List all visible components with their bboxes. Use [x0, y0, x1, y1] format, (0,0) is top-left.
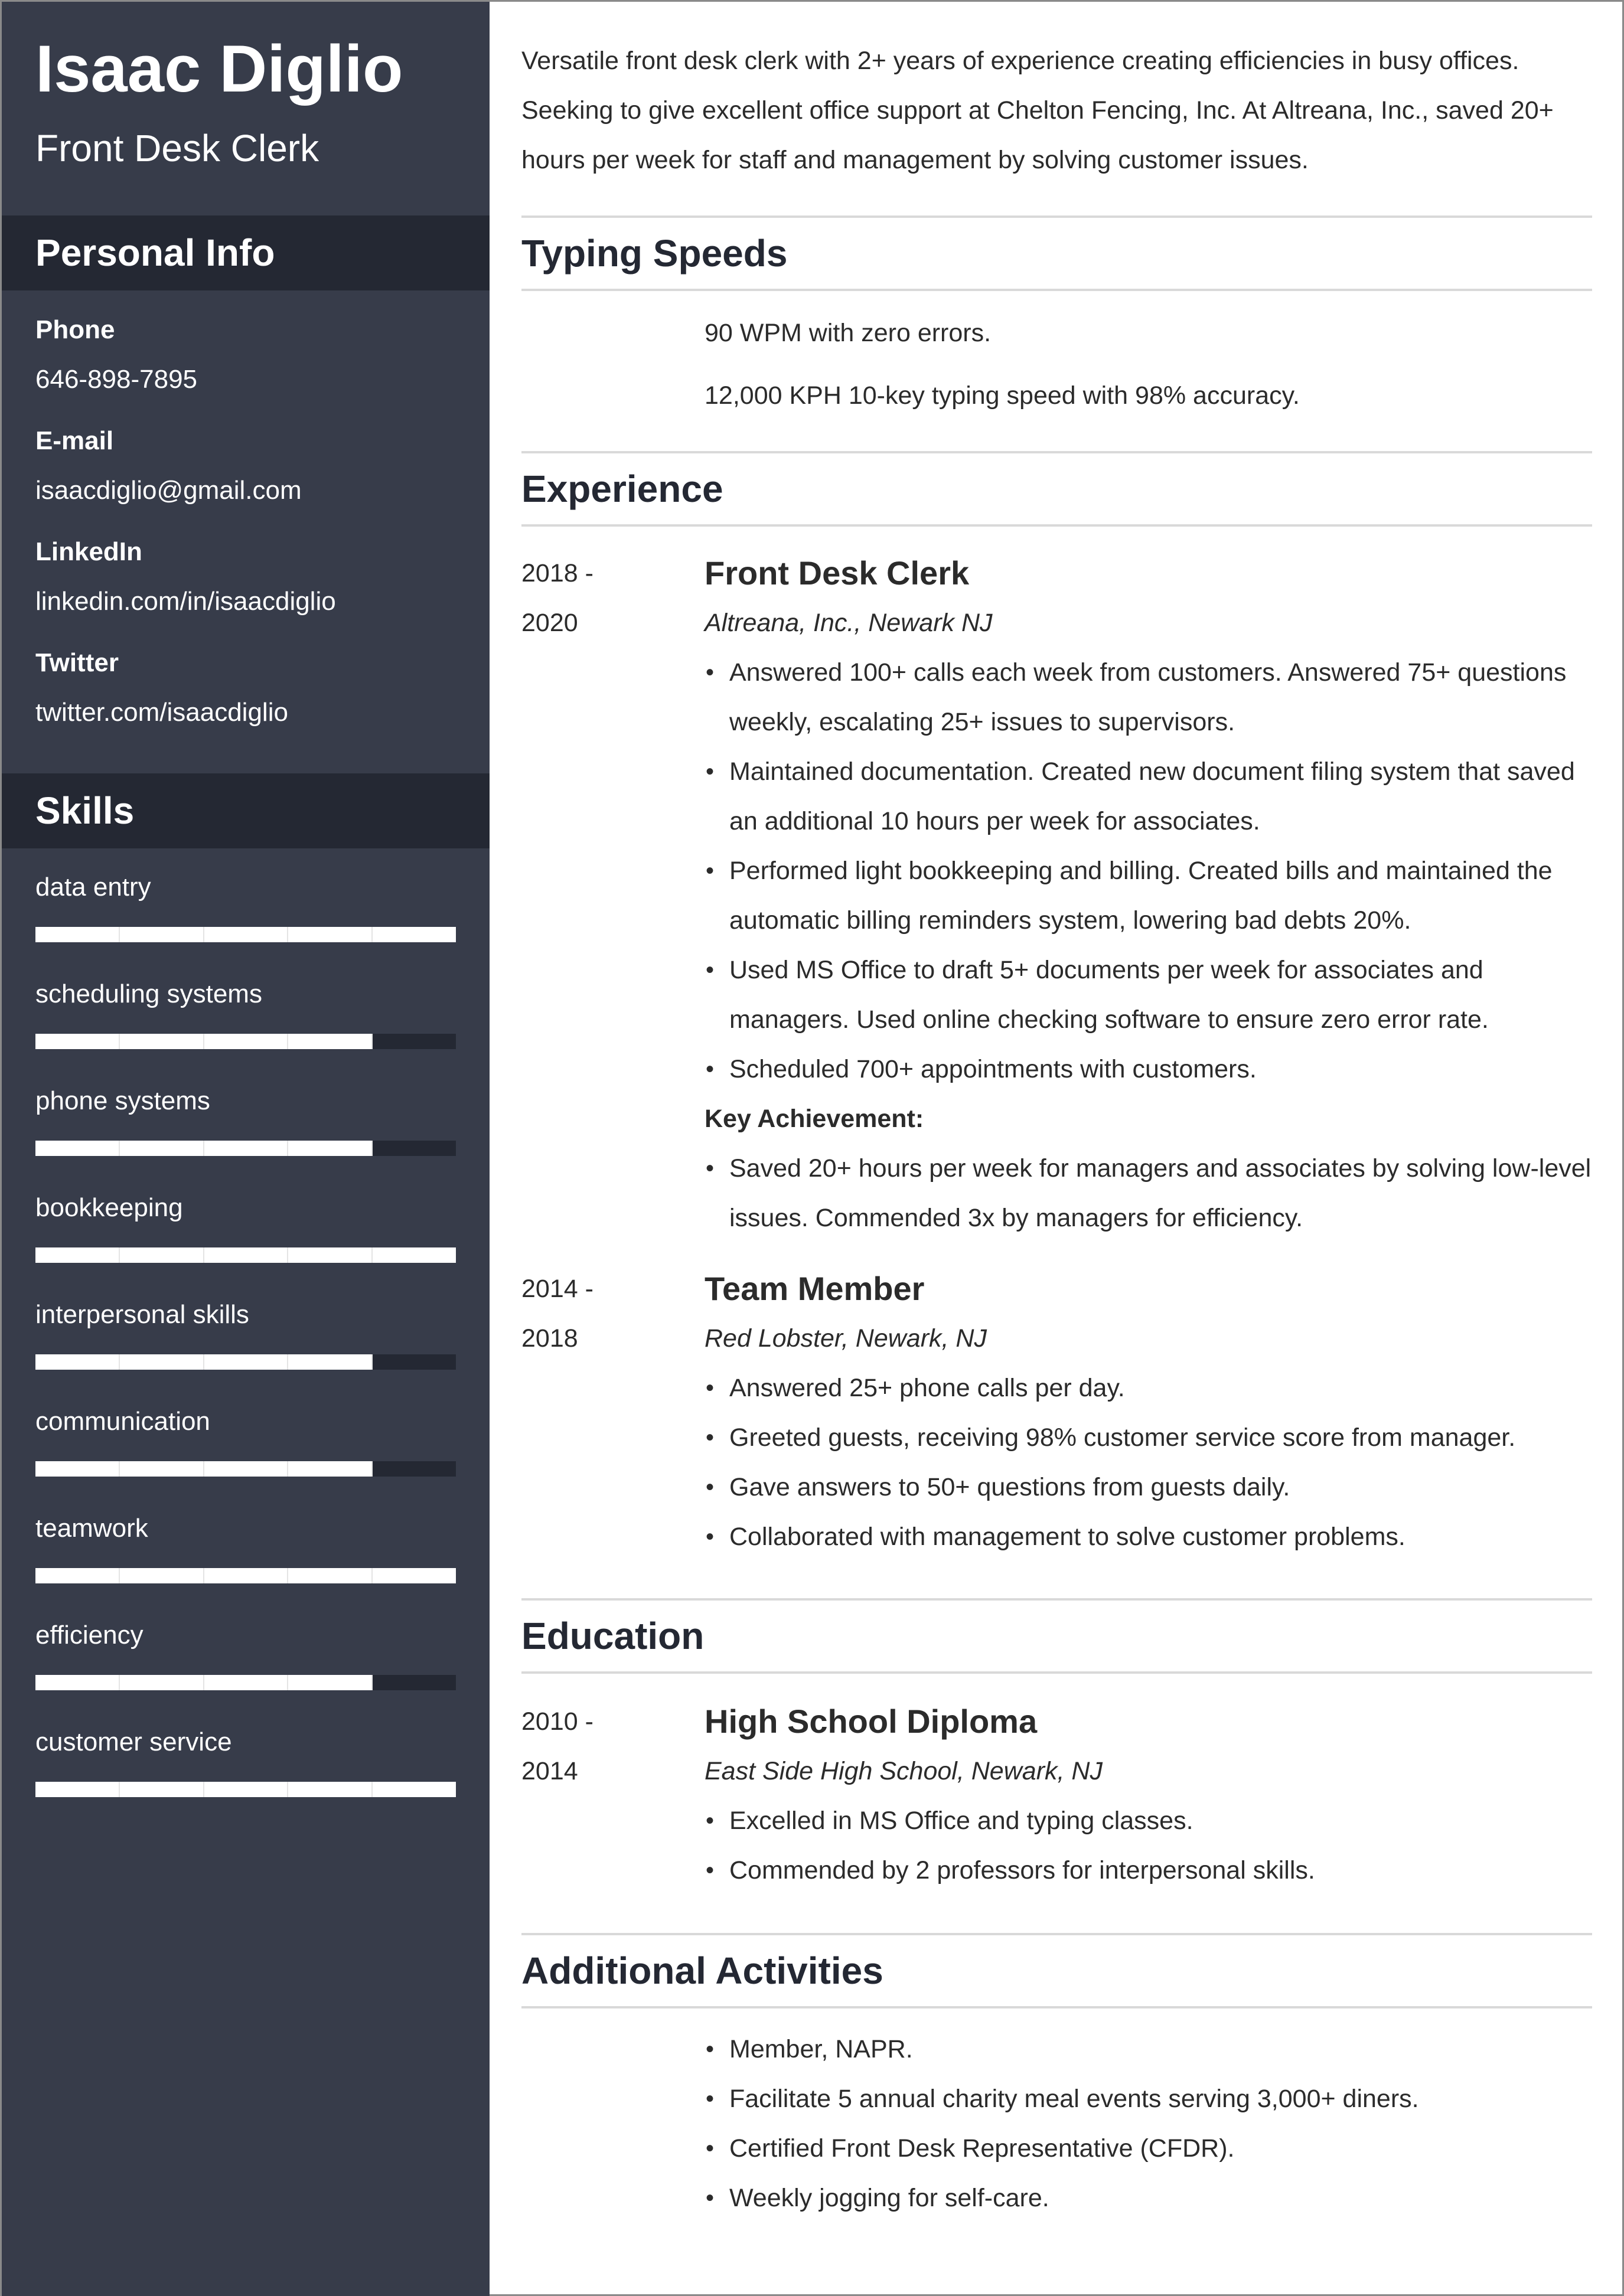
skill-rating-segment — [204, 1354, 289, 1370]
typing-speed-item: 90 WPM with zero errors. — [705, 319, 992, 347]
section-education — [521, 1598, 1592, 1674]
skill-rating-segment — [288, 1675, 373, 1690]
candidate-title: Front Desk Clerk — [35, 127, 319, 169]
skill-rating-segment — [120, 1141, 204, 1156]
skill-rating-segment — [373, 1461, 456, 1477]
skill-rating-segment — [288, 927, 373, 942]
skill-rating-segment — [288, 1782, 373, 1797]
section-heading: Education — [521, 1615, 705, 1657]
job-title: Team Member — [705, 1270, 925, 1307]
skill-rating-segment — [204, 1247, 289, 1263]
linkedin-link[interactable]: linkedin.com/in/isaacdiglio — [35, 587, 336, 616]
skill-rating-segment — [204, 1568, 289, 1583]
date-end: 2020 — [521, 609, 578, 637]
date-range — [521, 1697, 675, 1796]
skill-rating-segment — [120, 1354, 204, 1370]
skill-rating-bar — [35, 1461, 456, 1477]
skill-rating-segment — [204, 1461, 289, 1477]
candidate-name: Isaac Diglio — [35, 32, 403, 106]
bullet-item: • Excelled in MS Office and typing classes. — [705, 1796, 1592, 1846]
skill-label: communication — [35, 1407, 210, 1436]
skill-item — [35, 1079, 456, 1185]
skill-rating-segment — [35, 1141, 120, 1156]
activity-bullets — [705, 2024, 1592, 2223]
date-end: 2018 — [521, 1324, 578, 1353]
personal-info-heading: Personal Info — [35, 231, 275, 274]
bullet-item: • Greeted guests, receiving 98% customer service score from manager. — [705, 1413, 1592, 1462]
experience-details — [705, 548, 1592, 1243]
experience-details — [705, 1264, 1592, 1562]
contact-label: Twitter — [35, 648, 119, 677]
bullet-item: • Performed light bookkeeping and billing. Created bills and maintained the automatic billing reminders system, lowering bad debts 20%. — [705, 846, 1592, 945]
bullet-item: • Maintained documentation. Created new document filing system that saved an additional 10 hours per week for associates. — [705, 747, 1592, 846]
skill-rating-segment — [35, 1354, 120, 1370]
typing-speeds-list — [705, 302, 1592, 427]
section-heading: Experience — [521, 468, 723, 510]
degree-title: High School Diploma — [705, 1703, 1038, 1740]
bullet-item: • Certified Front Desk Representative (CFDR). — [705, 2124, 1592, 2173]
sidebar — [2, 2, 490, 2296]
email-value[interactable]: isaacdiglio@gmail.com — [35, 476, 302, 505]
contact-label: Phone — [35, 315, 115, 344]
key-achievement-label: Key Achievement: — [705, 1105, 924, 1133]
bullet-item: • Saved 20+ hours per week for managers and associates by solving low-level issues. Commended 3x by managers for efficiency. — [705, 1144, 1592, 1243]
contact-label: E-mail — [35, 426, 114, 455]
skills-header — [2, 773, 490, 848]
activities-list — [705, 2024, 1592, 2223]
job-bullets — [705, 1363, 1592, 1562]
profile-summary: Versatile front desk clerk with 2+ years of experience creating efficiencies in busy offices. Seeking to give excellent office support at Chelton Fencing, Inc. At Altreana, Inc., saved 20+ hours per week for staff and management by solving customer issues. — [521, 47, 1554, 174]
bullet-item: • Commended by 2 professors for interpersonal skills. — [705, 1846, 1592, 1895]
skill-rating-segment — [204, 1675, 289, 1690]
bullet-item: • Collaborated with management to solve customer problems. — [705, 1512, 1592, 1562]
skill-rating-bar — [35, 1247, 456, 1263]
skill-rating-segment — [35, 927, 120, 942]
school-name: East Side High School, Newark, NJ — [705, 1757, 1103, 1785]
date-range — [521, 1264, 675, 1363]
bullet-item: • Answered 100+ calls each week from customers. Answered 75+ questions weekly, escalating 25+ issues to supervisors. — [705, 648, 1592, 747]
skill-rating-segment — [204, 1141, 289, 1156]
skill-rating-segment — [204, 1782, 289, 1797]
skill-rating-segment — [373, 927, 456, 942]
contact-phone — [35, 305, 472, 404]
skill-rating-segment — [288, 1568, 373, 1583]
twitter-link[interactable]: twitter.com/isaacdiglio — [35, 698, 288, 727]
skill-item — [35, 1185, 456, 1292]
skill-rating-bar — [35, 1568, 456, 1583]
date-start: 2014 - — [521, 1275, 593, 1303]
skill-rating-segment — [35, 1461, 120, 1477]
skill-rating-segment — [120, 1461, 204, 1477]
phone-value: 646-898-7895 — [35, 365, 198, 394]
skill-rating-segment — [120, 1247, 204, 1263]
bullet-item: • Facilitate 5 annual charity meal events serving 3,000+ diners. — [705, 2074, 1592, 2124]
skill-label: efficiency — [35, 1621, 144, 1650]
skill-item — [35, 1399, 456, 1506]
job-org: Altreana, Inc., Newark NJ — [705, 609, 993, 637]
skill-rating-segment — [373, 1675, 456, 1690]
skill-rating-bar — [35, 1034, 456, 1049]
skill-rating-bar — [35, 1354, 456, 1370]
skill-rating-segment — [120, 927, 204, 942]
skill-rating-bar — [35, 927, 456, 942]
skill-rating-segment — [204, 1034, 289, 1049]
contact-email — [35, 416, 472, 515]
skill-item — [35, 1720, 456, 1827]
skill-label: customer service — [35, 1727, 232, 1756]
bullet-item: • Weekly jogging for self-care. — [705, 2173, 1592, 2223]
bullet-item: • Gave answers to 50+ questions from guests daily. — [705, 1462, 1592, 1512]
skill-rating-segment — [35, 1568, 120, 1583]
skill-item — [35, 972, 456, 1079]
skill-rating-bar — [35, 1675, 456, 1690]
skill-rating-segment — [373, 1354, 456, 1370]
personal-info-header — [2, 215, 490, 290]
skill-rating-bar — [35, 1141, 456, 1156]
date-start: 2018 - — [521, 559, 593, 587]
bullet-item: • Member, NAPR. — [705, 2024, 1592, 2074]
skill-item — [35, 865, 456, 972]
section-typing-speeds — [521, 215, 1592, 291]
contact-linkedin — [35, 527, 472, 626]
skill-item — [35, 1292, 456, 1399]
bullet-item: • Used MS Office to draft 5+ documents per week for associates and managers. Used online checking software to ensure zero error rate. — [705, 945, 1592, 1044]
skill-label: teamwork — [35, 1514, 148, 1543]
key-achievement-bullets — [705, 1144, 1592, 1243]
skill-label: interpersonal skills — [35, 1300, 249, 1329]
skill-rating-segment — [373, 1782, 456, 1797]
skill-rating-segment — [35, 1247, 120, 1263]
date-start: 2010 - — [521, 1707, 593, 1736]
contact-list — [35, 305, 472, 749]
section-additional-activities — [521, 1933, 1592, 2008]
skill-rating-segment — [373, 1141, 456, 1156]
typing-speed-item: 12,000 KPH 10-key typing speed with 98% accuracy. — [705, 381, 1300, 410]
skill-rating-segment — [288, 1141, 373, 1156]
education-details — [705, 1697, 1592, 1895]
skill-rating-segment — [373, 1034, 456, 1049]
skill-item — [35, 1613, 456, 1720]
skill-rating-segment — [120, 1568, 204, 1583]
skill-rating-segment — [120, 1782, 204, 1797]
skill-label: phone systems — [35, 1086, 210, 1115]
job-org: Red Lobster, Newark, NJ — [705, 1324, 987, 1353]
skill-label: data entry — [35, 873, 151, 902]
skill-label: scheduling systems — [35, 979, 262, 1008]
bullet-item: • Answered 25+ phone calls per day. — [705, 1363, 1592, 1413]
skill-label: bookkeeping — [35, 1193, 183, 1222]
job-title: Front Desk Clerk — [705, 554, 970, 592]
skill-rating-segment — [373, 1247, 456, 1263]
skill-rating-segment — [288, 1461, 373, 1477]
education-bullets — [705, 1796, 1592, 1895]
skill-rating-segment — [120, 1675, 204, 1690]
skill-rating-segment — [35, 1034, 120, 1049]
job-bullets — [705, 648, 1592, 1094]
skill-rating-segment — [288, 1034, 373, 1049]
section-heading: Additional Activities — [521, 1949, 883, 1992]
skill-rating-bar — [35, 1782, 456, 1797]
date-range — [521, 548, 675, 648]
skill-rating-segment — [35, 1782, 120, 1797]
section-heading: Typing Speeds — [521, 232, 788, 275]
skill-rating-segment — [373, 1568, 456, 1583]
contact-twitter — [35, 638, 472, 737]
date-end: 2014 — [521, 1757, 578, 1785]
section-experience — [521, 451, 1592, 527]
skill-rating-segment — [120, 1034, 204, 1049]
skill-rating-segment — [35, 1675, 120, 1690]
contact-label: LinkedIn — [35, 537, 142, 566]
skill-rating-segment — [204, 927, 289, 942]
skills-list — [35, 865, 456, 1827]
skill-item — [35, 1506, 456, 1613]
skills-heading: Skills — [35, 789, 135, 832]
bullet-item: • Scheduled 700+ appointments with customers. — [705, 1044, 1592, 1094]
skill-rating-segment — [288, 1247, 373, 1263]
skill-rating-segment — [288, 1354, 373, 1370]
